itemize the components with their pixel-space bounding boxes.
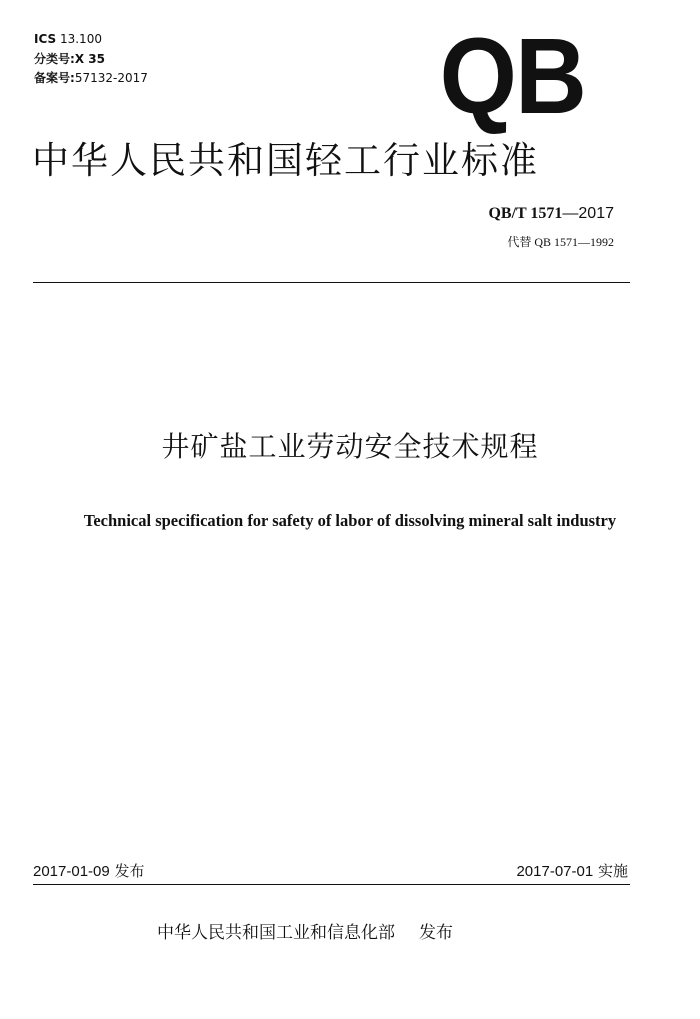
issuer-action: 发布 (419, 923, 453, 943)
implementation-date (516, 861, 628, 882)
bottom-divider (33, 884, 630, 885)
qb-logo: QB (439, 15, 585, 136)
category-number (34, 52, 105, 66)
issuer-name: 中华人民共和国工业和信息化部 (157, 923, 395, 943)
filing-number (34, 71, 148, 85)
impl-date-value: 2017-07-01 (516, 863, 594, 880)
document-title-en: Technical specification for safety of labor of dissolving mineral salt industry (83, 511, 617, 530)
issue-date-value: 2017-01-09 (33, 863, 110, 880)
industry-title: 中华人民共和国轻工行业标准 (32, 139, 539, 182)
category-label: 分类号: (34, 52, 75, 66)
replaces-note: 代替 QB 1571—1992 (507, 235, 614, 249)
standard-year: —2017 (562, 205, 614, 222)
filing-label: 备案号: (34, 71, 75, 85)
issue-date (33, 861, 145, 882)
top-divider (33, 282, 630, 283)
standard-number (488, 204, 614, 224)
ics-value: 13.100 (59, 32, 102, 46)
issuing-authority (157, 922, 453, 944)
ics-code (34, 32, 102, 46)
standard-prefix: QB/T 1571 (488, 205, 563, 222)
impl-date-label: 实施 (597, 862, 628, 880)
filing-value: 57132-2017 (74, 71, 148, 85)
document-title-cn: 井矿盐工业劳动安全技术规程 (161, 430, 539, 463)
ics-label: ICS (34, 32, 57, 46)
issue-date-label: 发布 (114, 862, 145, 880)
category-value: X 35 (74, 52, 105, 66)
